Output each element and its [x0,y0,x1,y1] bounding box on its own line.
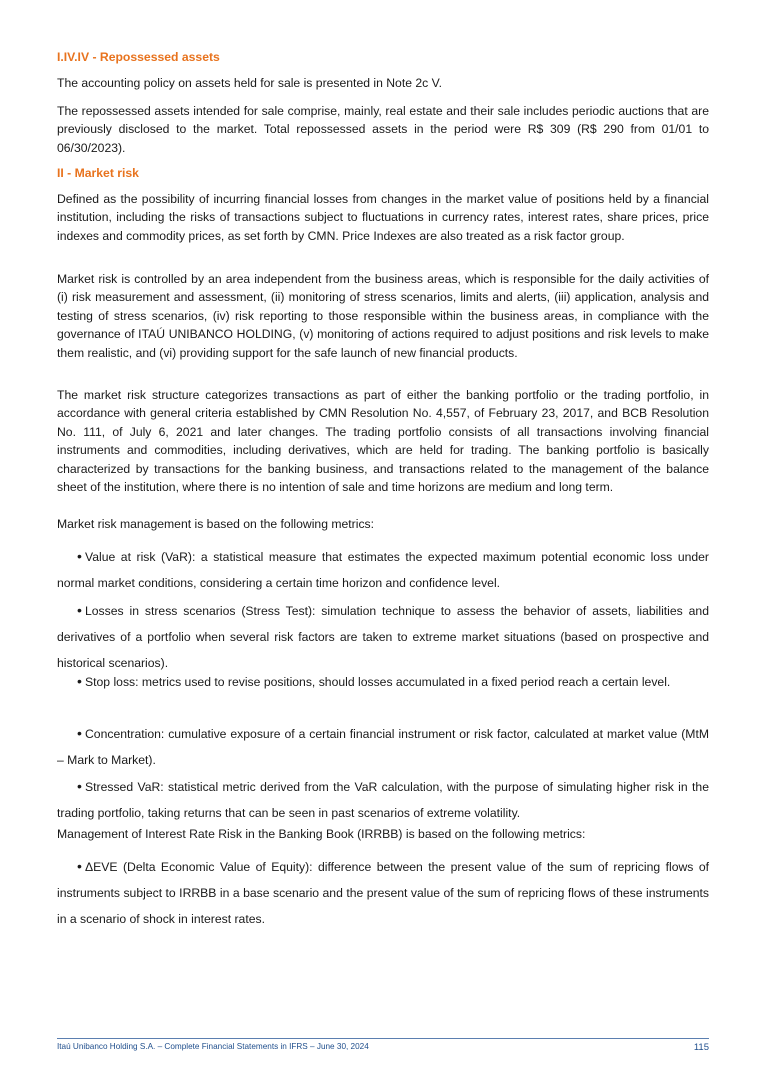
paragraph-market-risk-definition: Defined as the possibility of incurring financial losses from changes in the market value of positions held by a financial institution, including the risks of transactions subject to fluctuations in currency rates, interest rates, share prices, price indexes and commodity prices, as set forth by CMN. Price Indexes are also treated as a risk factor group. [57,192,709,243]
bullet-text: Stop loss: metrics used to revise positions, should losses accumulated in a fixed period reach a certain level. [85,675,671,689]
paragraph-accounting-policy: The accounting policy on assets held for sale is presented in Note 2c V. [57,76,443,90]
bullet-text: Stressed VaR: statistical metric derived from the VaR calculation, with the purpose of simulating higher risk in the trading portfolio, taking returns that can be seen in past scenarios of extreme volatility. [57,780,709,820]
bullet-icon [57,773,85,800]
bullet-icon [57,597,85,624]
bullet-item-concentration [57,720,709,773]
footer-document-title: Itaú Unibanco Holding S.A. – Complete Financial Statements in IFRS – June 30, 2024 [57,1042,369,1051]
bullet-icon [57,853,85,880]
bullet-text: Value at risk (VaR): a statistical measure that estimates the expected maximum potential economic loss under normal market conditions, considering a certain time horizon and confidence level. [57,550,709,590]
page-number: 115 [693,1042,709,1053]
section-title-market-risk: II - Market risk [57,166,139,180]
bullet-item-stress-test [57,597,709,676]
bullet-icon [57,720,85,747]
paragraph-market-risk-control: Market risk is controlled by an area independent from the business areas, which is responsible for the daily activities of (i) risk measurement and assessment, (ii) monitoring of stress scenarios, limits and alerts, (iii) application, analysis and testing of stress scenarios, (iv) risk reporting to those responsible within the business areas, in compliance with the governance of ITAÚ UNIBANCO HOLDING, (v) monitoring of actions required to adjust positions and risk levels to make them realistic, and (vi) providing support for the safe launch of new financial products. [57,272,709,360]
bullet-icon [57,668,85,695]
bullet-item-stressed-var [57,773,709,826]
section-title-repossessed-assets: I.IV.IV - Repossessed assets [57,50,220,64]
paragraph-metrics-intro: Market risk management is based on the following metrics: [57,517,375,531]
paragraph-irrbb-intro: Management of Interest Rate Risk in the Banking Book (IRRBB) is based on the following metrics: [57,827,586,841]
paragraph-market-risk-structure: The market risk structure categorizes transactions as part of either the banking portfolio or the trading portfolio, in accordance with general criteria established by CMN Resolution No. 4,557, of February 23, 2017, and BCB Resolution No. 111, of July 6, 2021 and later changes. The trading portfolio consists of all transactions involving financial instruments and commodities, including derivatives, which are held for trading. The banking portfolio is basically characterized by transactions for the banking business, and transactions related to the management of the balance sheet of the institution, where there is no intention of sale and time horizons are medium and long term. [57,388,709,495]
bullet-text: Concentration: cumulative exposure of a certain financial instrument or risk factor, calculated at market value (MtM – Mark to Market). [57,727,709,767]
paragraph-repossessed-total: The repossessed assets intended for sale comprise, mainly, real estate and their sale includes periodic auctions that are previously disclosed to the market. Total repossessed assets in the period were R$ 309 (R$ 290 from 01/01 to 06/30/2023). [57,104,709,155]
bullet-item-stop-loss [57,668,709,695]
bullet-text: Losses in stress scenarios (Stress Test): simulation technique to assess the behavior of assets, liabilities and derivatives of a portfolio when several risk factors are taken to extreme market situations (based on prospective and historical scenarios). [57,604,709,670]
footer-divider [57,1038,709,1039]
bullet-item-var [57,543,709,596]
bullet-icon [57,543,85,570]
bullet-text: ΔEVE (Delta Economic Value of Equity): difference between the present value of the sum of repricing flows of instruments subject to IRRBB in a base scenario and the present value of the sum of repricing flows of these instruments in a scenario of shock in interest rates. [57,860,709,926]
bullet-item-delta-eve [57,853,709,932]
